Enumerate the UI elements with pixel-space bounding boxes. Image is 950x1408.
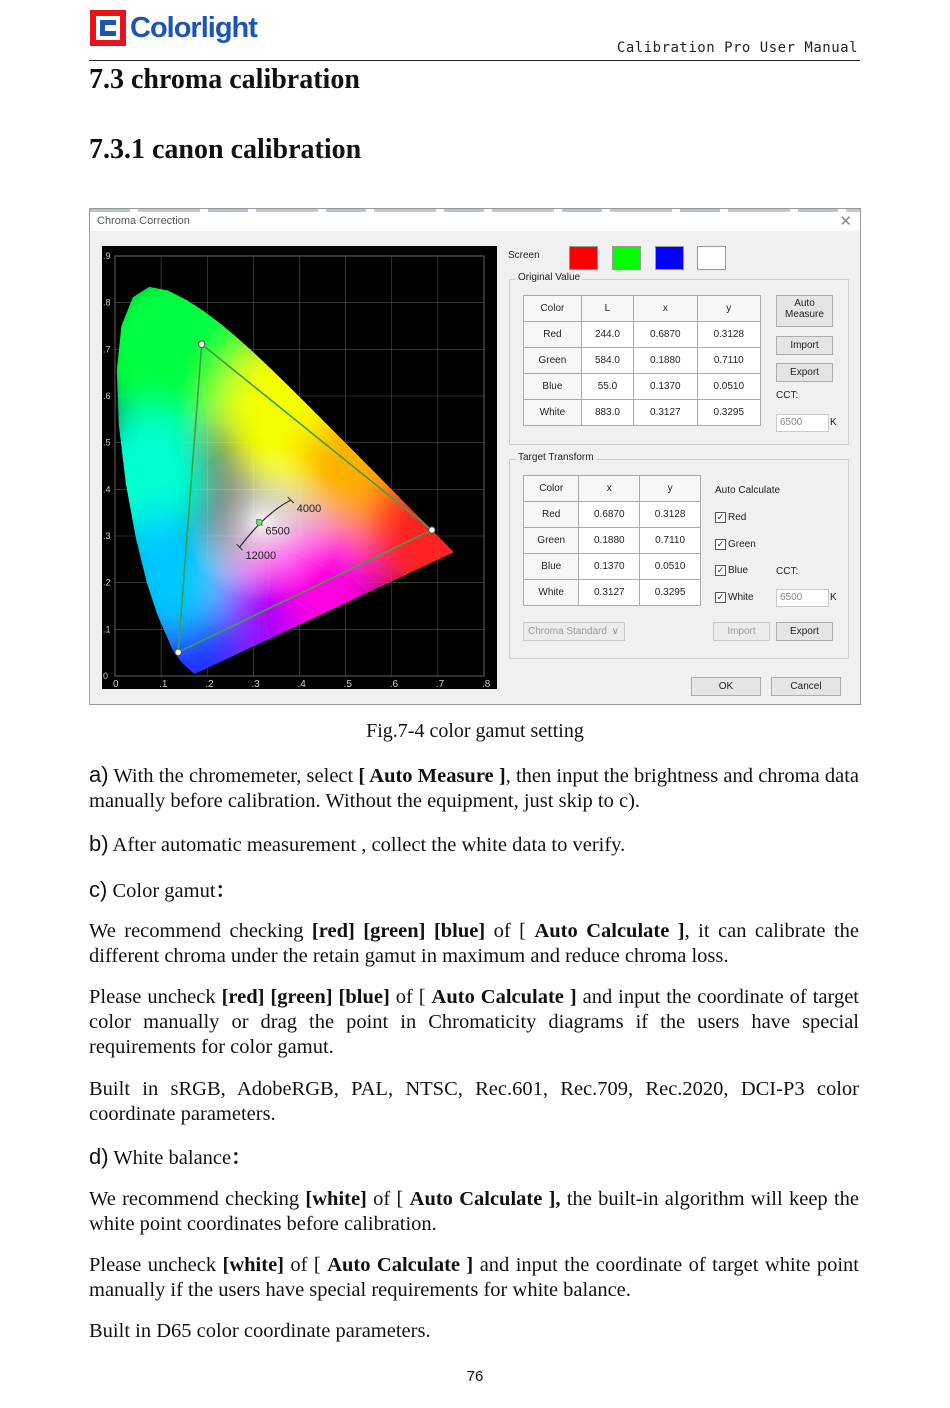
checkbox-label: Green xyxy=(728,539,756,551)
y-tick-label: .5 xyxy=(103,437,111,448)
bold-text: Auto Calculate ] xyxy=(534,920,685,942)
target-import-button[interactable]: Import xyxy=(713,622,770,641)
list-letter: a) xyxy=(89,762,109,787)
x-tick-label: .8 xyxy=(482,679,491,689)
column-header: Color xyxy=(524,476,579,502)
text: , it can calibrate the different chroma under the retain gamut in maximum and reduce chroma loss. xyxy=(89,920,859,967)
text: of [ xyxy=(389,986,432,1008)
text: Please uncheck xyxy=(89,1254,223,1276)
text: With the chromemeter, select xyxy=(108,765,359,787)
paragraph-b xyxy=(89,831,859,858)
table-cell[interactable]: 0.6870 xyxy=(634,322,697,348)
table-cell[interactable]: 0.6870 xyxy=(579,502,640,528)
paragraph-c2 xyxy=(89,985,859,1060)
red-checkbox[interactable] xyxy=(715,512,746,523)
chroma-standard-select[interactable] xyxy=(523,622,625,641)
colorlight-logo-icon xyxy=(90,10,126,46)
brand-logo xyxy=(90,10,260,48)
paragraph-d1 xyxy=(89,1187,859,1237)
subsection-title: 7.3.1 canon calibration xyxy=(89,134,362,165)
text: of [ xyxy=(284,1254,328,1276)
text: the built-in algorithm will keep the white point coordinates before calibration. xyxy=(89,1188,859,1235)
column-header: y xyxy=(640,476,701,502)
y-tick-label: 0 xyxy=(103,671,109,681)
table-header-row xyxy=(524,476,701,502)
table-cell[interactable]: 55.0 xyxy=(581,374,633,400)
checkmark-icon: ✓ xyxy=(716,539,725,549)
text: White balance xyxy=(108,1147,232,1169)
table-cell[interactable]: 0.3128 xyxy=(697,322,760,348)
column-header: L xyxy=(581,296,633,322)
y-tick-label: .8 xyxy=(103,297,111,308)
paragraph-c-heading xyxy=(89,877,859,904)
cct-label: 4000 xyxy=(296,503,322,516)
manual-title: Calibration Pro User Manual xyxy=(616,40,858,56)
cct-label: 6500 xyxy=(265,525,290,538)
paragraph-c3: Built in sRGB, AdobeRGB, PAL, NTSC, Rec.601, Rec.709, Rec.2020, DCI-P3 color coordinate parameters. xyxy=(89,1078,859,1125)
white-point xyxy=(256,519,262,525)
table-row xyxy=(524,374,761,400)
auto-measure-button[interactable]: Auto Measure xyxy=(776,295,833,327)
table-cell: White xyxy=(524,400,582,426)
bold-text: Auto Calculate ] xyxy=(431,986,577,1008)
paragraph-c1 xyxy=(89,919,859,969)
list-letter: c) xyxy=(89,877,108,902)
window-top-strip xyxy=(90,209,860,212)
original-value-table xyxy=(523,295,761,426)
gamut-point-blue[interactable] xyxy=(175,649,181,655)
column-header: x xyxy=(634,296,697,322)
list-letter: b) xyxy=(89,831,109,856)
cct-unit: K xyxy=(830,417,837,428)
chevron-down-icon: ∨ xyxy=(611,626,619,637)
checkbox-label: White xyxy=(728,592,754,604)
checkmark-icon: ✓ xyxy=(716,565,725,575)
table-cell[interactable]: 0.3295 xyxy=(640,580,701,606)
section-title: 7.3 chroma calibration xyxy=(89,64,360,95)
gamut-point-green[interactable] xyxy=(199,341,205,347)
checkbox-label: Blue xyxy=(728,565,749,577)
text: of [ xyxy=(485,920,535,942)
screen-blue-swatch[interactable] xyxy=(655,246,684,270)
text: and input the coordinate of target color manually or drag the point in Chromaticity diagrams if the users have special requirements for color gamut. xyxy=(89,986,859,1058)
x-tick-label: .7 xyxy=(435,679,445,689)
text: and input the coordinate of target white point manually if the users have special requirements for white balance. xyxy=(89,1254,860,1301)
table-cell[interactable]: 0.3127 xyxy=(634,400,697,426)
table-cell[interactable]: 0.1370 xyxy=(634,374,697,400)
column-header: Color xyxy=(524,296,582,322)
text: , then input the brightness and chroma data manually before calibration. Without the equipment, just skip to c). xyxy=(89,765,859,812)
chroma-correction-dialog xyxy=(89,208,861,705)
text: Please uncheck xyxy=(89,986,222,1008)
cct-label: 12000 xyxy=(245,550,277,563)
text: ： xyxy=(215,880,237,902)
screen-red-swatch[interactable] xyxy=(569,246,598,270)
x-tick-label: .5 xyxy=(343,679,352,689)
blue-checkbox[interactable] xyxy=(715,565,748,576)
table-cell: Red xyxy=(524,322,582,348)
table-cell: Red xyxy=(524,502,579,528)
header-divider xyxy=(89,60,860,61)
table-row xyxy=(524,400,761,426)
table-row xyxy=(524,322,761,348)
table-header-row xyxy=(524,296,761,322)
bold-text: [white] xyxy=(222,1254,284,1276)
gamut-point-red[interactable] xyxy=(429,527,435,533)
table-cell[interactable]: 0.0510 xyxy=(640,554,701,580)
original-value-label: Original Value xyxy=(518,272,581,283)
x-tick-label: 0 xyxy=(113,679,119,689)
bold-text: Auto Calculate ] xyxy=(327,1254,474,1276)
text: After automatic measurement , collect the white data to verify. xyxy=(108,834,626,856)
brand-name: Colorlight xyxy=(130,12,257,44)
text: of [ xyxy=(366,1188,410,1210)
target-cct-label: CCT: xyxy=(776,566,799,577)
y-tick-label: .4 xyxy=(103,484,111,495)
table-row xyxy=(524,580,701,606)
table-row xyxy=(524,502,701,528)
table-cell[interactable]: 883.0 xyxy=(581,400,633,426)
y-tick-label: .2 xyxy=(103,577,111,588)
bold-text: [ Auto Measure ] xyxy=(358,765,506,787)
y-tick-label: .6 xyxy=(103,391,111,401)
table-cell[interactable]: 0.7110 xyxy=(697,348,760,374)
x-tick-label: .6 xyxy=(389,679,399,689)
white-checkbox[interactable] xyxy=(715,592,754,603)
export-button[interactable]: Export xyxy=(776,363,833,382)
screen-white-swatch[interactable] xyxy=(697,246,726,270)
paragraph-a xyxy=(89,762,859,814)
target-export-button[interactable]: Export xyxy=(776,622,833,641)
paragraph-d-heading xyxy=(89,1144,859,1171)
close-icon[interactable]: ✕ xyxy=(839,213,852,230)
y-tick-label: .9 xyxy=(103,251,111,261)
table-cell[interactable]: 244.0 xyxy=(581,322,633,348)
chroma-standard-value: Chroma Standard xyxy=(528,626,607,637)
text: Color gamut xyxy=(107,880,216,902)
chromaticity-diagram[interactable] xyxy=(102,246,497,689)
table-cell[interactable]: 0.0510 xyxy=(697,374,760,400)
column-header: y xyxy=(697,296,760,322)
table-cell[interactable]: 0.1880 xyxy=(634,348,697,374)
screen-label: Screen xyxy=(508,250,540,261)
paragraph-d2 xyxy=(89,1253,859,1303)
bold-text: [red] [green] [blue] xyxy=(221,986,390,1008)
bold-text: [white] xyxy=(305,1188,367,1210)
x-tick-label: .4 xyxy=(297,679,306,689)
table-cell: Green xyxy=(524,528,579,554)
table-row xyxy=(524,528,701,554)
table-cell: Green xyxy=(524,348,582,374)
y-tick-label: .7 xyxy=(103,344,111,355)
target-transform-label: Target Transform xyxy=(518,452,594,463)
checkbox-label: Red xyxy=(728,512,747,524)
list-letter: d) xyxy=(89,1144,109,1169)
screen-green-swatch[interactable] xyxy=(612,246,641,270)
bold-text: Auto Calculate ], xyxy=(409,1188,561,1210)
page-number: 76 xyxy=(466,1368,484,1385)
checkmark-icon: ✓ xyxy=(716,592,725,602)
x-tick-label: .1 xyxy=(159,679,168,689)
table-cell: Blue xyxy=(524,374,582,400)
text: We recommend checking xyxy=(89,920,312,942)
text: ： xyxy=(231,1147,252,1169)
table-row xyxy=(524,348,761,374)
paragraph-d3: Built in D65 color coordinate parameters. xyxy=(89,1320,431,1342)
target-cct-input[interactable]: 6500 xyxy=(776,589,829,607)
table-cell[interactable]: 0.1370 xyxy=(579,554,640,580)
y-tick-label: .1 xyxy=(103,624,111,635)
dialog-title: Chroma Correction xyxy=(97,215,190,227)
table-cell[interactable]: 0.7110 xyxy=(640,528,701,554)
cct-label: CCT: xyxy=(776,390,799,401)
text: We recommend checking xyxy=(89,1188,306,1210)
import-button[interactable]: Import xyxy=(776,336,833,355)
table-row xyxy=(524,554,701,580)
ok-button[interactable]: OK xyxy=(691,677,761,696)
x-tick-label: .3 xyxy=(251,679,260,689)
checkmark-icon: ✓ xyxy=(716,512,725,522)
dialog-client-area xyxy=(90,231,860,704)
table-cell: Blue xyxy=(524,554,579,580)
table-cell[interactable]: 0.3128 xyxy=(640,502,701,528)
table-cell[interactable]: 0.3295 xyxy=(697,400,760,426)
auto-calculate-label: Auto Calculate xyxy=(715,485,781,496)
column-header: x xyxy=(579,476,640,502)
bold-text: [red] [green] [blue] xyxy=(311,920,486,942)
x-tick-label: .2 xyxy=(205,679,214,689)
target-cct-unit: K xyxy=(830,592,837,603)
table-cell[interactable]: 0.1880 xyxy=(579,528,640,554)
table-cell: White xyxy=(524,580,579,606)
table-cell[interactable]: 0.3127 xyxy=(579,580,640,606)
y-tick-label: .3 xyxy=(103,531,111,541)
target-transform-table xyxy=(523,475,701,606)
figure-caption: Fig.7-4 color gamut setting xyxy=(366,720,584,742)
cancel-button[interactable]: Cancel xyxy=(771,677,841,696)
cct-input[interactable]: 6500 xyxy=(776,414,829,432)
green-checkbox[interactable] xyxy=(715,539,756,550)
table-cell[interactable]: 584.0 xyxy=(581,348,633,374)
